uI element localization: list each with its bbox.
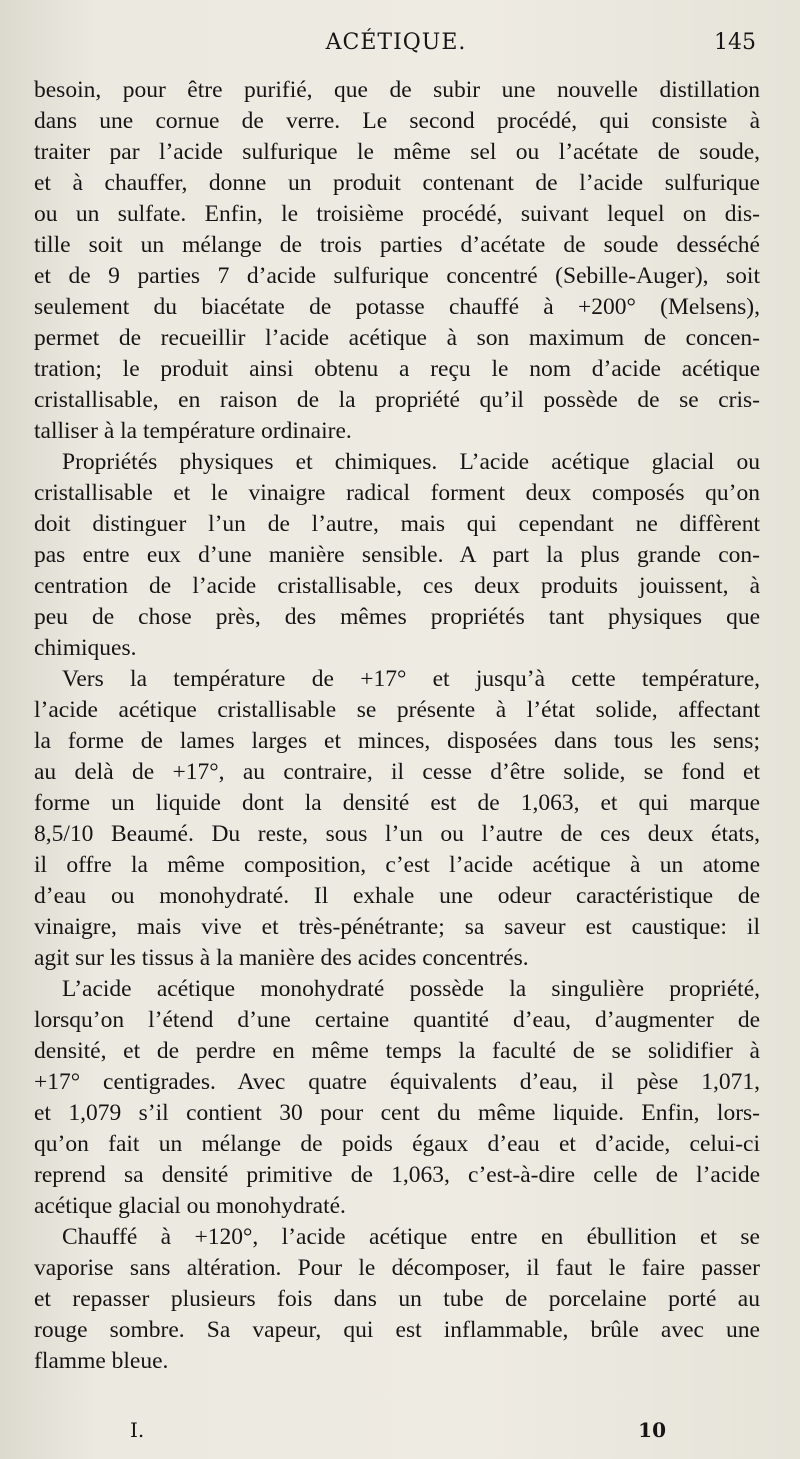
text-line: qu’on fait un mélange de poids égaux d’eau et d’acide, celui-ci: [34, 1131, 760, 1157]
text-line: agit sur les tissus à la manière des acides concentrés.: [34, 945, 529, 971]
text-line: dans une cornue de verre. Le second procédé, qui consiste à: [34, 108, 760, 134]
text-line: Vers la température de +17° et jusqu’à cette température,: [62, 666, 760, 692]
text-line: forme un liquide dont la densité est de 1,063, et qui marque: [34, 790, 760, 816]
text-line: la forme de lames larges et minces, disposées dans tous les sens;: [34, 728, 760, 754]
text-line: et 1,079 s’il contient 30 pour cent du même liquide. Enfin, lors-: [34, 1100, 760, 1126]
text-line: 8,5/10 Beaumé. Du reste, sous l’un ou l’autre de ces deux états,: [34, 821, 760, 847]
text-line: densité, et de perdre en même temps la faculté de se solidifier à: [34, 1038, 760, 1064]
text-line: chimiques.: [34, 635, 137, 661]
running-title: ACÉTIQUE.: [325, 30, 467, 55]
text-line: Propriétés physiques et chimiques. L’acide acétique glacial ou: [62, 449, 760, 475]
text-line: acétique glacial ou monohydraté.: [34, 1193, 346, 1219]
text-line: il offre la même composition, c’est l’acide acétique à un atome: [34, 852, 760, 878]
text-line: l’acide acétique cristallisable se présente à l’état solide, affectant: [34, 697, 760, 723]
text-line: L’acide acétique monohydraté possède la singulière propriété,: [62, 976, 760, 1002]
text-line: et à chauffer, donne un produit contenant de l’acide sulfurique: [34, 170, 760, 196]
page-number: 145: [714, 30, 756, 55]
text-line: vinaigre, mais vive et très-pénétrante; sa saveur est caustique: il: [34, 914, 760, 940]
text-line: +17° centigrades. Avec quatre équivalents d’eau, il pèse 1,071,: [34, 1069, 760, 1095]
text-line: vaporise sans altération. Pour le décomposer, il faut le faire passer: [34, 1255, 760, 1281]
text-line: tration; le produit ainsi obtenu a reçu le nom d’acide acétique: [34, 356, 760, 382]
text-line: rouge sombre. Sa vapeur, qui est inflammable, brûle avec une: [34, 1317, 760, 1343]
text-line: Chauffé à +120°, l’acide acétique entre en ébullition et se: [62, 1224, 760, 1250]
text-line: talliser à la température ordinaire.: [34, 418, 352, 444]
page-header: [36, 30, 756, 66]
text-line: lorsqu’on l’étend d’une certaine quantité d’eau, d’augmenter de: [34, 1007, 760, 1033]
text-line: et repasser plusieurs fois dans un tube de porcelaine porté au: [34, 1286, 760, 1312]
text-line: reprend sa densité primitive de 1,063, c’est-à-dire celle de l’acide: [34, 1162, 760, 1188]
text-line: centration de l’acide cristallisable, ces deux produits jouissent, à: [34, 573, 760, 599]
page-footer: [130, 1418, 666, 1448]
text-line: doit distinguer l’un de l’autre, mais qui cependant ne diffèrent: [34, 511, 760, 537]
sheet-number: 10: [638, 1418, 666, 1442]
text-line: au delà de +17°, au contraire, il cesse d’être solide, se fond et: [34, 759, 760, 785]
body-text: [34, 75, 760, 1377]
text-line: tille soit un mélange de trois parties d’acétate de soude desséché: [34, 232, 760, 258]
text-line: pas entre eux d’une manière sensible. A part la plus grande con-: [34, 542, 760, 568]
text-line: flamme bleue.: [34, 1348, 169, 1374]
text-line: cristallisable, en raison de la propriété qu’il possède de se cris-: [34, 387, 760, 413]
text-line: et de 9 parties 7 d’acide sulfurique concentré (Sebille-Auger), soit: [34, 263, 760, 289]
text-line: traiter par l’acide sulfurique le même sel ou l’acétate de soude,: [34, 139, 760, 165]
text-line: permet de recueillir l’acide acétique à son maximum de concen-: [34, 325, 760, 351]
text-line: besoin, pour être purifié, que de subir une nouvelle distillation: [34, 77, 760, 103]
text-line: cristallisable et le vinaigre radical forment deux composés qu’on: [34, 480, 760, 506]
text-line: ou un sulfate. Enfin, le troisième procédé, suivant lequel on dis-: [34, 201, 760, 227]
text-line: seulement du biacétate de potasse chauffé à +200° (Melsens),: [34, 294, 760, 320]
text-line: peu de chose près, des mêmes propriétés tant physiques que: [34, 604, 760, 630]
text-line: d’eau ou monohydraté. Il exhale une odeur caractéristique de: [34, 883, 760, 909]
signature-mark: I.: [130, 1418, 145, 1442]
